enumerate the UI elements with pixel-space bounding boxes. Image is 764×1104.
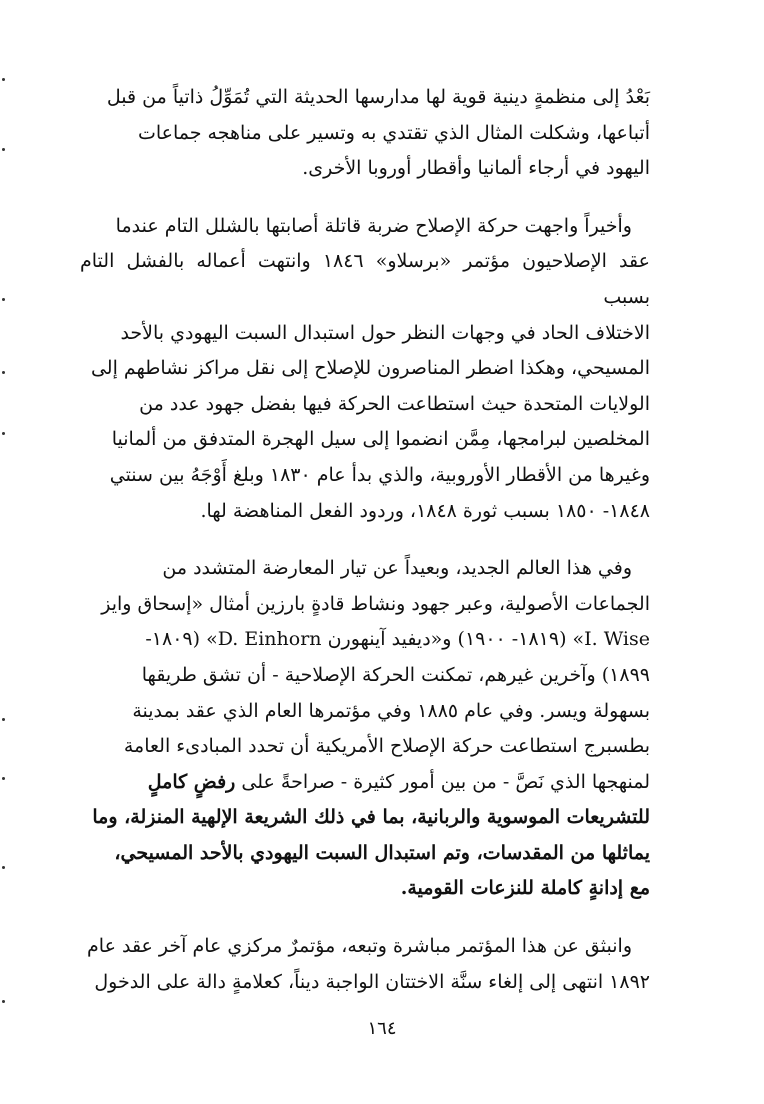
- margin-mark: [2, 866, 5, 869]
- paragraph-4: [80, 929, 650, 1000]
- text-line: بطسبرج استطاعت حركة الإصلاح الأمريكية أن تحدد المبادىء العامة: [123, 735, 650, 758]
- margin-mark: [2, 432, 5, 435]
- text-line: الاختلاف الحاد في وجهات النظر حول استبدال السبت اليهودي بالأحد: [120, 321, 650, 344]
- text-bold-segment: رفضٍ كاملٍ: [147, 770, 236, 793]
- page-number: ١٦٤: [367, 1018, 397, 1039]
- text-line: المخلصين لبرامجها، مِمَّن انضموا إلى سيل الهجرة المتدفق من ألمانيا: [111, 428, 650, 451]
- text-line: الجماعات الأصولية، وعبر جهود ونشاط قادةٍ بارزين أمثال «إسحاق وايز: [101, 592, 650, 615]
- margin-mark: [2, 298, 5, 301]
- margin-mark: [2, 718, 5, 721]
- text-line: وأخيراً واجهت حركة الإصلاح ضربة قاتلة أصابتها بالشلل التام عندما: [115, 214, 632, 237]
- text-normal-segment: لمنهجها الذي نَصَّ - من بين أمور كثيرة - صراحةً على: [235, 770, 650, 793]
- margin-mark: [2, 371, 5, 374]
- text-line: ١٨٩٩) وآخرين غيرهم، تمكنت الحركة الإصلاحية - أن تشق طريقها: [141, 663, 650, 686]
- paragraph-3: [80, 551, 650, 907]
- text-line: عقد الإصلاحيون مؤتمر «برسلاو» ١٨٤٦ وانتهت أعماله بالفشل التام بسبب: [80, 250, 650, 308]
- text-line: I. Wise» (١٨١٩- ١٩٠٠) و«ديفيد آينهورن D. Einhorn» (١٨٠٩-: [145, 628, 650, 651]
- text-line-bold: مع إدانةٍ كاملة للنزعات القومية.: [400, 877, 650, 900]
- text-line: وانبثق عن هذا المؤتمر مباشرة وتبعه، مؤتمرٌ مركزي عام آخر عقد عام: [87, 935, 632, 958]
- text-line-mixed: [80, 765, 650, 801]
- text-line: اليهود في أرجاء ألمانيا وأقطار أوروبا الأخرى.: [302, 157, 650, 180]
- text-line: ١٨٤٨- ١٨٥٠ بسبب ثورة ١٨٤٨، وردود الفعل المناهضة لها.: [200, 499, 650, 522]
- margin-mark: [2, 777, 5, 780]
- margin-mark: [2, 148, 5, 151]
- text-line: ١٨٩٢ انتهى إلى إلغاء سنَّة الاختتان الواجبة ديناً، كعلامةٍ دالة على الدخول: [94, 970, 650, 993]
- margin-mark: [2, 1000, 5, 1003]
- margin-mark: [2, 78, 5, 81]
- paragraph-1: [80, 80, 650, 187]
- text-line-bold: للتشريعات الموسوية والربانية، بما في ذلك الشريعة الإلهية المنزلة، وما: [92, 806, 650, 829]
- paragraph-2: [80, 209, 650, 529]
- page-body: [80, 80, 650, 1022]
- text-line: وفي هذا العالم الجديد، وبعيداً عن تيار المعارضة المتشدد من: [162, 557, 632, 580]
- text-line: وغيرها من الأقطار الأوروبية، والذي بدأ عام ١٨٣٠ وبلغ أَوْجَهُ بين سنتي: [109, 463, 650, 486]
- text-line: أتباعها، وشكلت المثال الذي تقتدي به وتسير على مناهجه جماعات: [137, 121, 650, 144]
- text-line-bold: يماثلها من المقدسات، وتم استبدال السبت اليهودي بالأحد المسيحي،: [114, 841, 650, 864]
- text-line: الولايات المتحدة حيث استطاعت الحركة فيها بفضل جهود عدد من: [139, 392, 650, 415]
- text-line: بسهولة ويسر. وفي عام ١٨٨٥ وفي مؤتمرها العام الذي عقد بمدينة: [132, 699, 650, 722]
- text-line: المسيحي، وهكذا اضطر المناصرون للإصلاح إلى نقل مراكز نشاطهم إلى: [90, 357, 650, 380]
- text-line: بَعْدُ إلى منظمةٍ دينية قوية لها مدارسها الحديثة التي تُمَوِّلُ ذاتياً من قبل: [106, 86, 650, 108]
